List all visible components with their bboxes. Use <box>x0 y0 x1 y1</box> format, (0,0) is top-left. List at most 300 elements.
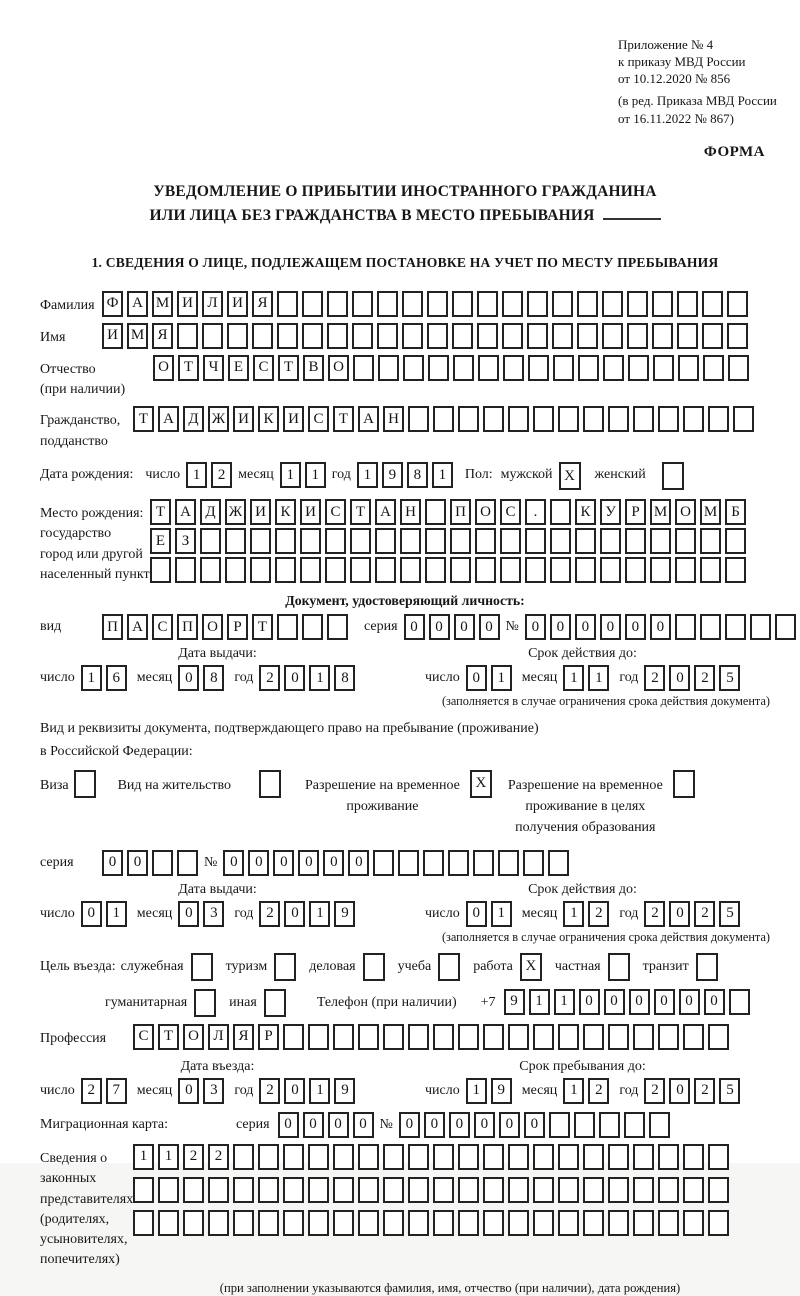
char-cell[interactable]: И <box>250 499 271 525</box>
char-cell[interactable] <box>458 1177 479 1203</box>
char-cell[interactable] <box>408 1024 429 1050</box>
char-cell[interactable]: П <box>102 614 123 640</box>
char-cell[interactable] <box>603 355 624 381</box>
char-cell[interactable]: 0 <box>479 614 500 640</box>
char-cell[interactable]: А <box>127 614 148 640</box>
char-cell[interactable] <box>333 1144 354 1170</box>
char-cell[interactable]: В <box>303 355 324 381</box>
char-cell[interactable]: Р <box>258 1024 279 1050</box>
char-cell[interactable]: 0 <box>328 1112 349 1138</box>
char-cell[interactable] <box>658 1177 679 1203</box>
char-cell[interactable]: 0 <box>284 901 305 927</box>
char-cell[interactable] <box>403 355 424 381</box>
char-cell[interactable]: 2 <box>588 901 609 927</box>
char-cell[interactable] <box>500 528 521 554</box>
char-cell[interactable]: И <box>177 291 198 317</box>
char-cell[interactable] <box>633 1177 654 1203</box>
char-cell[interactable]: 2 <box>183 1144 204 1170</box>
stay-year-cells[interactable] <box>644 1078 740 1104</box>
char-cell[interactable]: Ф <box>102 291 123 317</box>
char-cell[interactable] <box>633 1144 654 1170</box>
char-cell[interactable]: 0 <box>654 989 675 1015</box>
char-cell[interactable]: 0 <box>525 614 546 640</box>
edu-residence-checkbox[interactable] <box>673 770 695 798</box>
char-cell[interactable] <box>400 557 421 583</box>
char-cell[interactable] <box>150 557 171 583</box>
residence-permit-checkbox[interactable] <box>259 770 281 798</box>
given-name-cells[interactable] <box>102 323 748 349</box>
char-cell[interactable] <box>658 1024 679 1050</box>
char-cell[interactable]: 0 <box>278 1112 299 1138</box>
char-cell[interactable]: 2 <box>259 1078 280 1104</box>
sex-female-checkbox[interactable] <box>662 462 684 490</box>
issue-year-cells[interactable] <box>259 665 355 691</box>
char-cell[interactable] <box>624 1112 645 1138</box>
char-cell[interactable]: 0 <box>348 850 369 876</box>
char-cell[interactable]: И <box>283 406 304 432</box>
char-cell[interactable] <box>508 406 529 432</box>
char-cell[interactable] <box>227 323 248 349</box>
char-cell[interactable]: 1 <box>158 1144 179 1170</box>
char-cell[interactable] <box>378 355 399 381</box>
char-cell[interactable] <box>458 1144 479 1170</box>
char-cell[interactable]: 1 <box>588 665 609 691</box>
char-cell[interactable] <box>258 1144 279 1170</box>
char-cell[interactable]: 0 <box>303 1112 324 1138</box>
char-cell[interactable] <box>500 557 521 583</box>
char-cell[interactable] <box>452 291 473 317</box>
char-cell[interactable] <box>608 1144 629 1170</box>
char-cell[interactable]: 0 <box>499 1112 520 1138</box>
char-cell[interactable] <box>583 1024 604 1050</box>
migration-number-cells[interactable] <box>399 1112 670 1138</box>
char-cell[interactable] <box>652 323 673 349</box>
purpose-opt8-checkbox[interactable] <box>194 989 216 1017</box>
char-cell[interactable]: М <box>152 291 173 317</box>
char-cell[interactable]: 0 <box>353 1112 374 1138</box>
char-cell[interactable]: 0 <box>178 665 199 691</box>
char-cell[interactable]: О <box>183 1024 204 1050</box>
char-cell[interactable] <box>549 1112 570 1138</box>
char-cell[interactable]: 1 <box>186 462 207 488</box>
profession-cells[interactable] <box>133 1024 729 1050</box>
char-cell[interactable] <box>233 1210 254 1236</box>
char-cell[interactable] <box>478 355 499 381</box>
phone-cells[interactable] <box>504 989 750 1015</box>
char-cell[interactable]: 1 <box>357 462 378 488</box>
char-cell[interactable] <box>383 1210 404 1236</box>
char-cell[interactable]: 0 <box>474 1112 495 1138</box>
residence-valid-day-cells[interactable] <box>466 901 512 927</box>
char-cell[interactable] <box>175 557 196 583</box>
char-cell[interactable]: 9 <box>491 1078 512 1104</box>
char-cell[interactable]: 1 <box>554 989 575 1015</box>
char-cell[interactable]: П <box>177 614 198 640</box>
char-cell[interactable] <box>458 406 479 432</box>
char-cell[interactable] <box>352 323 373 349</box>
doc-series-cells[interactable] <box>404 614 500 640</box>
char-cell[interactable] <box>333 1177 354 1203</box>
char-cell[interactable] <box>158 1177 179 1203</box>
char-cell[interactable]: 0 <box>102 850 123 876</box>
char-cell[interactable] <box>533 1177 554 1203</box>
char-cell[interactable] <box>578 355 599 381</box>
char-cell[interactable] <box>708 406 729 432</box>
char-cell[interactable]: Ж <box>225 499 246 525</box>
char-cell[interactable] <box>358 1144 379 1170</box>
char-cell[interactable] <box>433 1024 454 1050</box>
char-cell[interactable]: 0 <box>223 850 244 876</box>
char-cell[interactable]: 0 <box>575 614 596 640</box>
char-cell[interactable]: 1 <box>563 1078 584 1104</box>
char-cell[interactable] <box>358 1024 379 1050</box>
char-cell[interactable] <box>423 850 444 876</box>
char-cell[interactable]: 0 <box>127 850 148 876</box>
char-cell[interactable]: 0 <box>429 614 450 640</box>
char-cell[interactable]: 1 <box>81 665 102 691</box>
char-cell[interactable]: 0 <box>81 901 102 927</box>
char-cell[interactable] <box>583 406 604 432</box>
char-cell[interactable]: О <box>202 614 223 640</box>
char-cell[interactable] <box>675 528 696 554</box>
char-cell[interactable] <box>208 1177 229 1203</box>
char-cell[interactable] <box>503 355 524 381</box>
char-cell[interactable] <box>602 323 623 349</box>
residence-series-cells[interactable] <box>102 850 198 876</box>
char-cell[interactable] <box>533 1210 554 1236</box>
char-cell[interactable] <box>502 291 523 317</box>
char-cell[interactable] <box>350 528 371 554</box>
char-cell[interactable]: 0 <box>579 989 600 1015</box>
char-cell[interactable]: 5 <box>719 1078 740 1104</box>
char-cell[interactable] <box>608 1177 629 1203</box>
char-cell[interactable] <box>633 1210 654 1236</box>
char-cell[interactable] <box>483 1024 504 1050</box>
char-cell[interactable] <box>233 1177 254 1203</box>
char-cell[interactable] <box>252 323 273 349</box>
char-cell[interactable]: 2 <box>588 1078 609 1104</box>
residence-valid-year-cells[interactable] <box>644 901 740 927</box>
char-cell[interactable] <box>350 557 371 583</box>
char-cell[interactable]: Л <box>208 1024 229 1050</box>
char-cell[interactable]: 1 <box>309 901 330 927</box>
entry-month-cells[interactable] <box>178 1078 224 1104</box>
char-cell[interactable] <box>575 557 596 583</box>
char-cell[interactable] <box>258 1210 279 1236</box>
char-cell[interactable] <box>427 323 448 349</box>
char-cell[interactable] <box>652 291 673 317</box>
char-cell[interactable] <box>383 1144 404 1170</box>
char-cell[interactable] <box>277 614 298 640</box>
char-cell[interactable]: У <box>600 499 621 525</box>
char-cell[interactable] <box>133 1210 154 1236</box>
char-cell[interactable]: С <box>133 1024 154 1050</box>
char-cell[interactable]: 2 <box>259 665 280 691</box>
char-cell[interactable]: 0 <box>273 850 294 876</box>
char-cell[interactable]: Т <box>133 406 154 432</box>
char-cell[interactable]: Я <box>233 1024 254 1050</box>
char-cell[interactable]: Я <box>252 291 273 317</box>
char-cell[interactable] <box>300 557 321 583</box>
char-cell[interactable]: 8 <box>203 665 224 691</box>
entry-year-cells[interactable] <box>259 1078 355 1104</box>
char-cell[interactable] <box>200 528 221 554</box>
char-cell[interactable] <box>583 1210 604 1236</box>
char-cell[interactable] <box>275 557 296 583</box>
char-cell[interactable] <box>683 1024 704 1050</box>
char-cell[interactable] <box>602 291 623 317</box>
char-cell[interactable] <box>333 1024 354 1050</box>
char-cell[interactable] <box>283 1210 304 1236</box>
purpose-opt2-checkbox[interactable] <box>274 953 296 981</box>
char-cell[interactable] <box>677 323 698 349</box>
char-cell[interactable]: 0 <box>284 1078 305 1104</box>
char-cell[interactable] <box>433 1144 454 1170</box>
char-cell[interactable]: 2 <box>644 1078 665 1104</box>
char-cell[interactable]: 2 <box>694 665 715 691</box>
char-cell[interactable]: 5 <box>719 665 740 691</box>
char-cell[interactable] <box>575 528 596 554</box>
char-cell[interactable] <box>498 850 519 876</box>
char-cell[interactable] <box>183 1177 204 1203</box>
char-cell[interactable]: С <box>308 406 329 432</box>
char-cell[interactable]: 0 <box>404 614 425 640</box>
entry-day-cells[interactable] <box>81 1078 127 1104</box>
char-cell[interactable]: И <box>102 323 123 349</box>
char-cell[interactable] <box>658 406 679 432</box>
char-cell[interactable]: 2 <box>81 1078 102 1104</box>
char-cell[interactable] <box>558 1024 579 1050</box>
char-cell[interactable] <box>452 323 473 349</box>
char-cell[interactable]: 0 <box>524 1112 545 1138</box>
char-cell[interactable] <box>574 1112 595 1138</box>
char-cell[interactable] <box>477 323 498 349</box>
char-cell[interactable] <box>558 406 579 432</box>
char-cell[interactable] <box>775 614 796 640</box>
char-cell[interactable] <box>700 557 721 583</box>
char-cell[interactable]: Т <box>150 499 171 525</box>
char-cell[interactable]: 9 <box>334 1078 355 1104</box>
char-cell[interactable]: 9 <box>334 901 355 927</box>
residence-number-cells[interactable] <box>223 850 569 876</box>
char-cell[interactable]: 2 <box>208 1144 229 1170</box>
char-cell[interactable]: О <box>675 499 696 525</box>
char-cell[interactable] <box>700 614 721 640</box>
birth-year-cells[interactable] <box>357 462 453 488</box>
char-cell[interactable] <box>402 323 423 349</box>
char-cell[interactable] <box>327 291 348 317</box>
char-cell[interactable] <box>658 1144 679 1170</box>
char-cell[interactable]: 1 <box>106 901 127 927</box>
char-cell[interactable] <box>527 291 548 317</box>
char-cell[interactable]: И <box>227 291 248 317</box>
char-cell[interactable] <box>627 323 648 349</box>
issue-month-cells[interactable] <box>178 665 224 691</box>
char-cell[interactable]: 0 <box>466 665 487 691</box>
char-cell[interactable] <box>433 1177 454 1203</box>
birth-month-cells[interactable] <box>280 462 326 488</box>
char-cell[interactable]: 0 <box>284 665 305 691</box>
purpose-opt3-checkbox[interactable] <box>363 953 385 981</box>
char-cell[interactable] <box>708 1144 729 1170</box>
char-cell[interactable]: 0 <box>679 989 700 1015</box>
char-cell[interactable] <box>375 528 396 554</box>
char-cell[interactable] <box>425 557 446 583</box>
char-cell[interactable]: 0 <box>629 989 650 1015</box>
char-cell[interactable] <box>650 528 671 554</box>
char-cell[interactable]: 3 <box>203 901 224 927</box>
char-cell[interactable] <box>508 1024 529 1050</box>
char-cell[interactable]: 0 <box>424 1112 445 1138</box>
valid-day-cells[interactable] <box>466 665 512 691</box>
char-cell[interactable] <box>558 1144 579 1170</box>
char-cell[interactable] <box>408 1177 429 1203</box>
legal-rep-row2-cells[interactable] <box>133 1177 729 1203</box>
char-cell[interactable]: Т <box>350 499 371 525</box>
purpose-opt9-checkbox[interactable] <box>264 989 286 1017</box>
char-cell[interactable]: С <box>152 614 173 640</box>
char-cell[interactable]: Д <box>200 499 221 525</box>
char-cell[interactable] <box>408 406 429 432</box>
char-cell[interactable]: 1 <box>563 665 584 691</box>
char-cell[interactable] <box>433 1210 454 1236</box>
char-cell[interactable]: 2 <box>211 462 232 488</box>
char-cell[interactable] <box>448 850 469 876</box>
char-cell[interactable] <box>177 323 198 349</box>
char-cell[interactable]: 0 <box>604 989 625 1015</box>
char-cell[interactable]: 0 <box>704 989 725 1015</box>
char-cell[interactable] <box>727 291 748 317</box>
char-cell[interactable] <box>550 528 571 554</box>
char-cell[interactable] <box>325 557 346 583</box>
char-cell[interactable] <box>458 1210 479 1236</box>
char-cell[interactable] <box>300 528 321 554</box>
char-cell[interactable] <box>625 557 646 583</box>
char-cell[interactable] <box>277 291 298 317</box>
char-cell[interactable]: Е <box>150 528 171 554</box>
char-cell[interactable]: И <box>300 499 321 525</box>
char-cell[interactable]: 0 <box>600 614 621 640</box>
char-cell[interactable]: Н <box>400 499 421 525</box>
char-cell[interactable]: 0 <box>399 1112 420 1138</box>
char-cell[interactable] <box>308 1177 329 1203</box>
char-cell[interactable]: 2 <box>259 901 280 927</box>
char-cell[interactable]: 7 <box>106 1078 127 1104</box>
char-cell[interactable] <box>208 1210 229 1236</box>
birth-place-row2-cells[interactable] <box>150 528 746 554</box>
char-cell[interactable]: Л <box>202 291 223 317</box>
migration-series-cells[interactable] <box>278 1112 374 1138</box>
char-cell[interactable] <box>552 323 573 349</box>
char-cell[interactable] <box>277 323 298 349</box>
char-cell[interactable]: А <box>375 499 396 525</box>
char-cell[interactable] <box>258 1177 279 1203</box>
birth-day-cells[interactable] <box>186 462 232 488</box>
valid-year-cells[interactable] <box>644 665 740 691</box>
char-cell[interactable] <box>508 1144 529 1170</box>
char-cell[interactable] <box>325 528 346 554</box>
char-cell[interactable]: 2 <box>694 1078 715 1104</box>
char-cell[interactable]: Т <box>252 614 273 640</box>
char-cell[interactable]: И <box>233 406 254 432</box>
char-cell[interactable] <box>683 406 704 432</box>
char-cell[interactable] <box>675 557 696 583</box>
char-cell[interactable] <box>473 850 494 876</box>
char-cell[interactable]: 0 <box>178 901 199 927</box>
char-cell[interactable] <box>550 557 571 583</box>
residence-issue-year-cells[interactable] <box>259 901 355 927</box>
char-cell[interactable]: . <box>525 499 546 525</box>
char-cell[interactable] <box>358 1177 379 1203</box>
char-cell[interactable] <box>333 1210 354 1236</box>
char-cell[interactable] <box>683 1144 704 1170</box>
char-cell[interactable]: С <box>500 499 521 525</box>
char-cell[interactable]: А <box>158 406 179 432</box>
purpose-opt1-checkbox[interactable] <box>191 953 213 981</box>
char-cell[interactable] <box>552 291 573 317</box>
char-cell[interactable]: 0 <box>669 1078 690 1104</box>
char-cell[interactable] <box>708 1024 729 1050</box>
purpose-opt7-checkbox[interactable] <box>696 953 718 981</box>
char-cell[interactable]: 6 <box>106 665 127 691</box>
char-cell[interactable]: 0 <box>323 850 344 876</box>
char-cell[interactable] <box>428 355 449 381</box>
char-cell[interactable] <box>353 355 374 381</box>
char-cell[interactable] <box>625 528 646 554</box>
char-cell[interactable] <box>327 614 348 640</box>
char-cell[interactable] <box>653 355 674 381</box>
char-cell[interactable] <box>525 528 546 554</box>
char-cell[interactable]: 0 <box>550 614 571 640</box>
char-cell[interactable]: 0 <box>298 850 319 876</box>
char-cell[interactable]: 0 <box>178 1078 199 1104</box>
char-cell[interactable] <box>373 850 394 876</box>
char-cell[interactable]: Ч <box>203 355 224 381</box>
char-cell[interactable] <box>600 528 621 554</box>
char-cell[interactable]: М <box>127 323 148 349</box>
char-cell[interactable]: 9 <box>382 462 403 488</box>
char-cell[interactable]: 0 <box>669 665 690 691</box>
char-cell[interactable]: 1 <box>280 462 301 488</box>
char-cell[interactable] <box>708 1210 729 1236</box>
char-cell[interactable] <box>527 323 548 349</box>
char-cell[interactable]: Р <box>227 614 248 640</box>
char-cell[interactable]: 1 <box>305 462 326 488</box>
char-cell[interactable] <box>558 1210 579 1236</box>
char-cell[interactable] <box>450 557 471 583</box>
residence-issue-day-cells[interactable] <box>81 901 127 927</box>
char-cell[interactable]: 0 <box>669 901 690 927</box>
purpose-opt4-checkbox[interactable] <box>438 953 460 981</box>
char-cell[interactable] <box>152 850 173 876</box>
char-cell[interactable]: Я <box>152 323 173 349</box>
char-cell[interactable] <box>483 406 504 432</box>
char-cell[interactable]: 1 <box>491 665 512 691</box>
char-cell[interactable] <box>533 1144 554 1170</box>
char-cell[interactable] <box>275 528 296 554</box>
char-cell[interactable]: 2 <box>644 901 665 927</box>
char-cell[interactable] <box>477 291 498 317</box>
char-cell[interactable]: Т <box>178 355 199 381</box>
char-cell[interactable] <box>400 528 421 554</box>
char-cell[interactable] <box>450 528 471 554</box>
char-cell[interactable]: 0 <box>454 614 475 640</box>
char-cell[interactable] <box>729 989 750 1015</box>
char-cell[interactable]: М <box>700 499 721 525</box>
char-cell[interactable] <box>633 406 654 432</box>
visa-checkbox[interactable] <box>74 770 96 798</box>
char-cell[interactable] <box>583 1144 604 1170</box>
